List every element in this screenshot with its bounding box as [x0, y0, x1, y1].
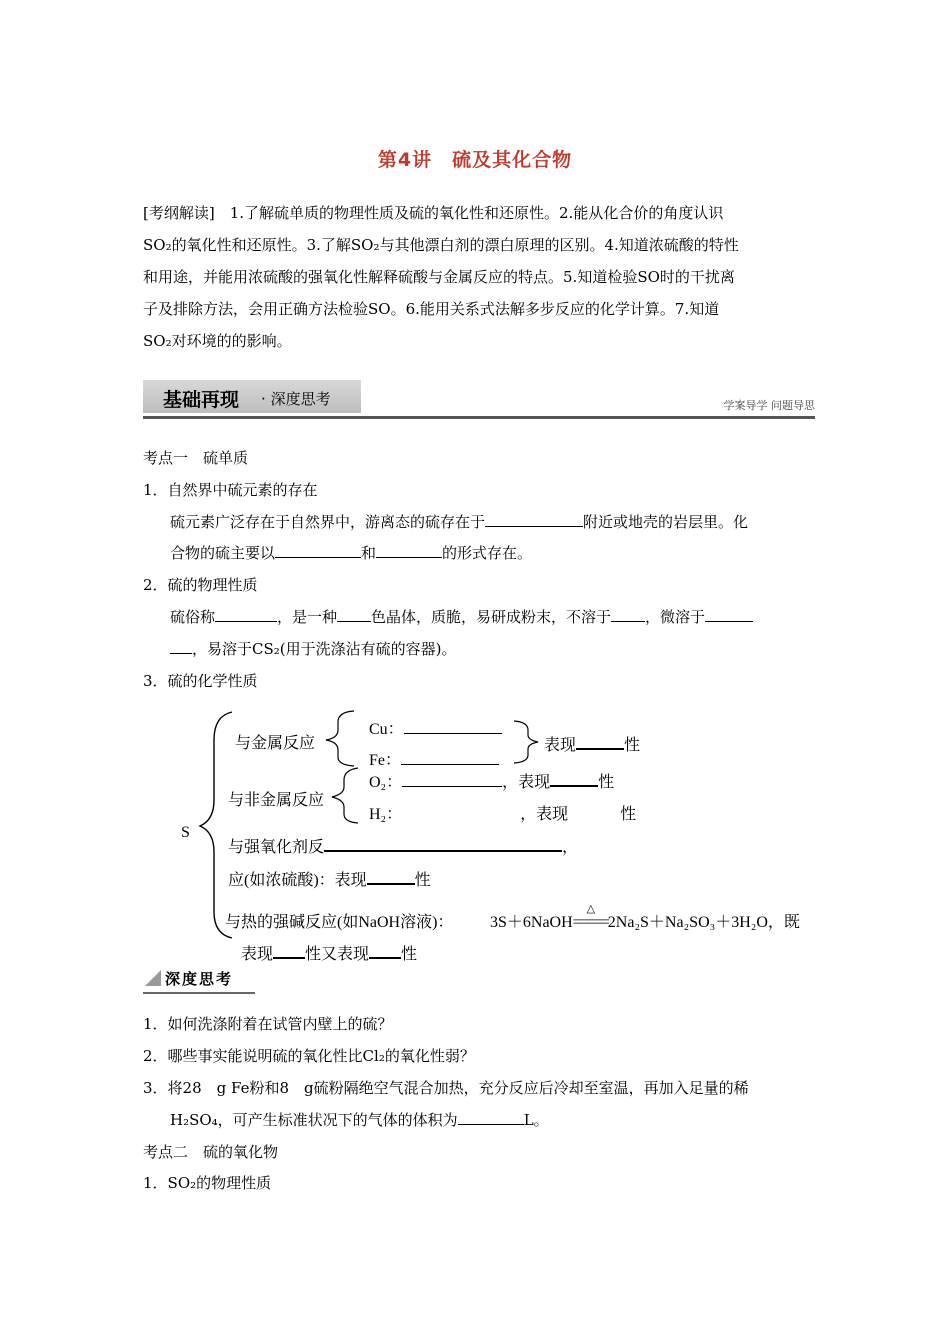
- kp2-heading: 考点二 硫的氧化物: [143, 1143, 279, 1161]
- metal-brace: [326, 711, 354, 766]
- kp1-s1-line2: 合物的硫主要以 和 的形式存在。: [170, 544, 533, 562]
- metal-right-brace: [514, 721, 538, 763]
- nonmetal-reaction-label: 与非金属反应: [228, 792, 325, 809]
- oxidant-row-1: 与强氧化剂反 ，: [228, 839, 579, 856]
- nonmetal-brace: [332, 768, 358, 823]
- sulfur-symbol: S: [181, 824, 190, 841]
- corner-triangle-icon: [145, 970, 161, 986]
- depth-thinking-header: [143, 968, 255, 994]
- kp1-s1-line1: 硫元素广泛存在于自然界中，游离态的硫存在于 附近或地壳的岩层里。化: [170, 513, 749, 531]
- banner-right-text: 学案导学 问题导思: [723, 399, 815, 412]
- metal-reaction-label: 与金属反应: [235, 735, 316, 752]
- guide-line-4: 子及排除方法，会用正确方法检验SO。6.能用关系式法解多步反应的化学计算。7.知道: [143, 300, 720, 318]
- guide-line-3: 和用途，并能用浓硫酸的强氧化性解释硫酸与金属反应的特点。5.知道检验SO时的干扰离: [143, 268, 735, 286]
- kp1-s2-title: 2．硫的物理性质: [143, 576, 258, 594]
- question-2: 2．哪些事实能说明硫的氧化性比Cl₂的氧化性弱？: [143, 1047, 475, 1065]
- page-title: 第4讲 硫及其化合物: [377, 149, 573, 171]
- cu-row: Cu：: [369, 716, 502, 739]
- base-row-2: 表现 性又表现 性: [241, 946, 418, 963]
- guide-line-5: SO₂对环境的的影响。: [143, 332, 292, 350]
- kp2-s1-title: 1．SO₂的物理性质: [143, 1174, 272, 1192]
- question-1: 1．如何洗涤附着在试管内壁上的硫？: [143, 1015, 393, 1033]
- heat-symbol: △: [586, 903, 596, 915]
- fe-row: Fe：: [369, 747, 499, 770]
- o2-row: O₂： ，表现 性: [369, 774, 615, 791]
- base-equation: 3S＋6NaOH △ =====2Na₂S＋Na₂SO₃＋3H₂O，既: [490, 903, 800, 931]
- kp1-s2-line2: ，易溶于CS₂(用于洗涤沾有硫的容器)。: [170, 638, 456, 659]
- metal-show: 表现 性: [544, 737, 641, 754]
- question-3-line1: 3．将28 g Fe粉和8 g硫粉隔绝空气混合加热，充分反应后冷却至室温，再加入足量的稀: [143, 1079, 749, 1097]
- guide-line-2: SO₂的氧化性和还原性。3.了解SO₂与其他漂白剂的漂白原理的区别。4.知道浓硫酸的特性: [143, 236, 739, 254]
- depth-thinking-label: 深度思考: [165, 970, 234, 988]
- main-brace: [200, 712, 232, 938]
- banner-subtitle: · 深度思考: [261, 390, 331, 408]
- oxidant-row-2: 应(如浓硫酸)：表现 性: [228, 872, 431, 889]
- kp1-s3-title: 3．硫的化学性质: [143, 672, 258, 690]
- base-row-1: 与热的强碱反应(如NaOH溶液)：: [225, 914, 454, 931]
- kp1-s2-line1: 硫俗称 ，是一种 色晶体，质脆，易研成粉末，不溶于 ，微溶于: [170, 606, 753, 627]
- guide-line-1: [考纲解读] 1.了解硫单质的物理性质及硫的氧化性和还原性。2.能从化合价的角度认识: [143, 204, 724, 222]
- question-3-line2: H₂SO₄，可产生标准状况下的气体的体积为 L。: [170, 1111, 549, 1129]
- h2-row: H₂： ，表现 性: [369, 806, 637, 823]
- kp1-heading: 考点一 硫单质: [143, 449, 249, 467]
- kp1-s1-title: 1．自然界中硫元素的存在: [143, 481, 318, 499]
- banner-title: 基础再现: [163, 389, 240, 411]
